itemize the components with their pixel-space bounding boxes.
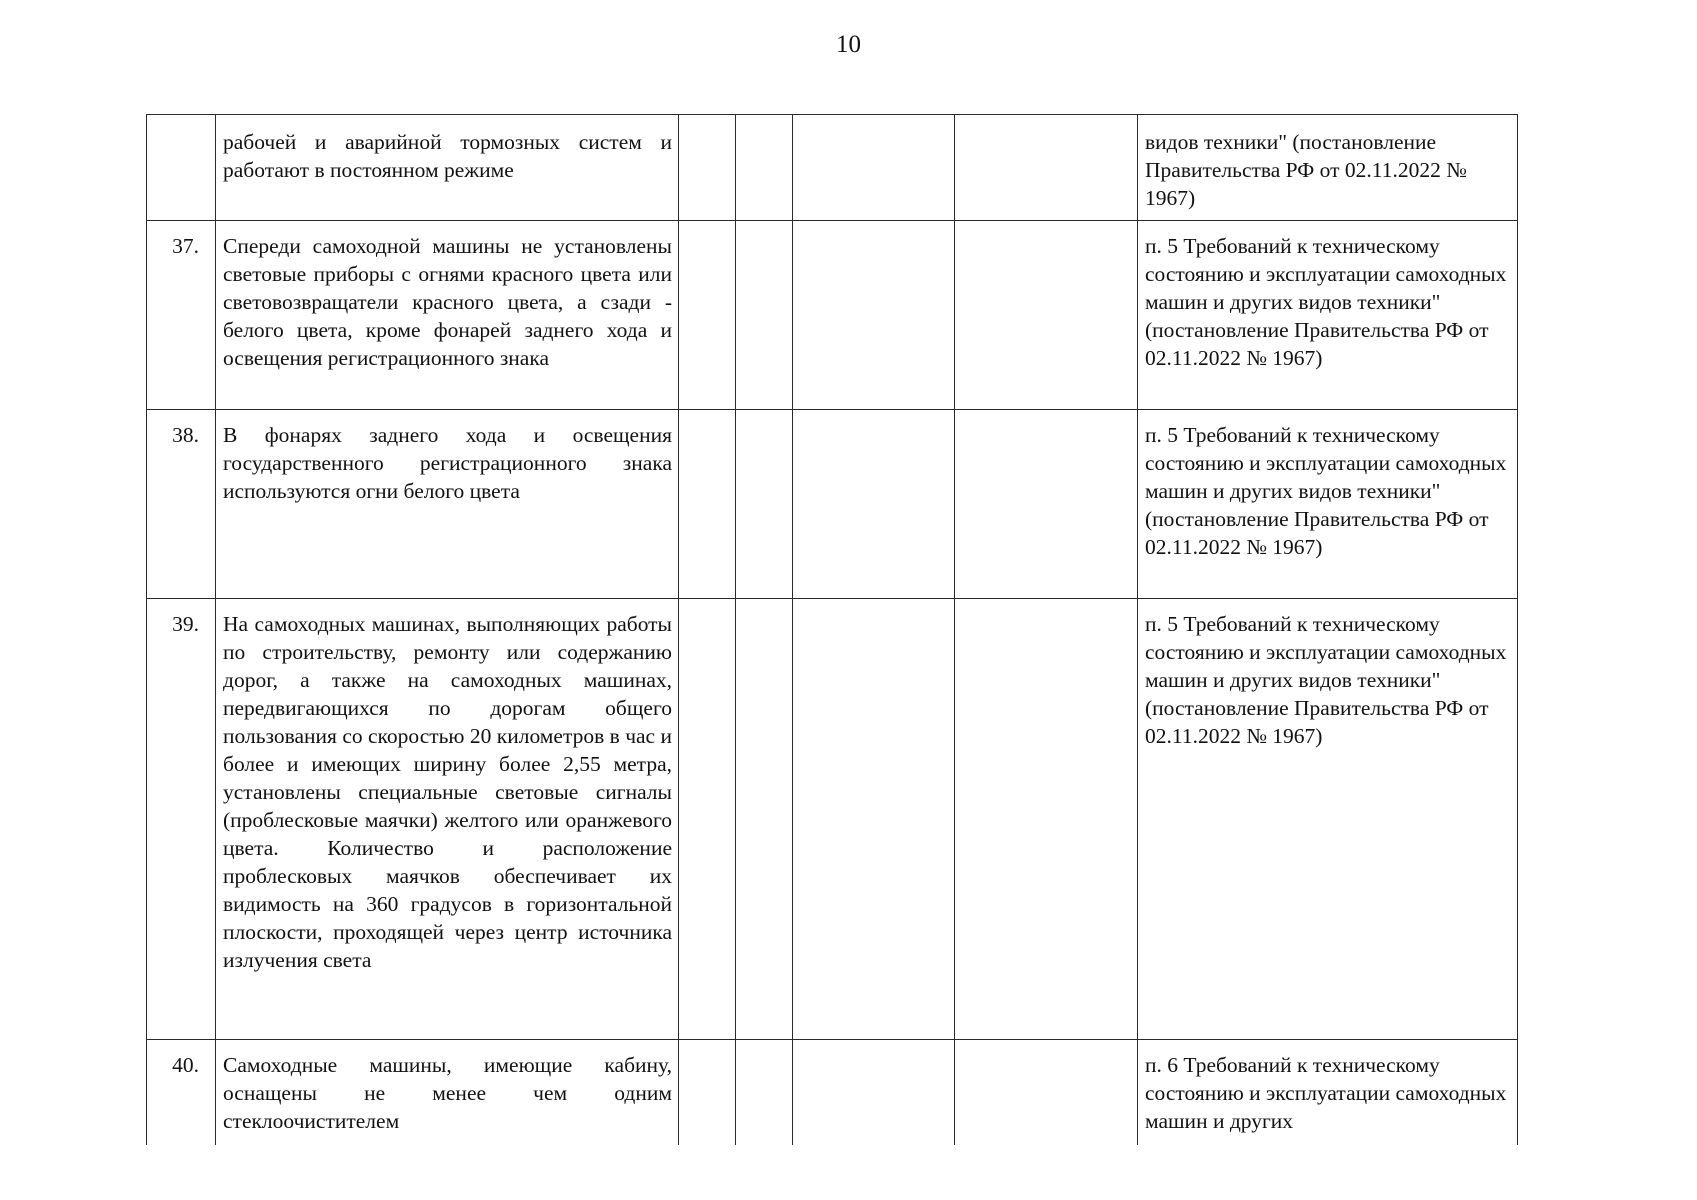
reference-cell: п. 5 Требований к техническому состоянию и эксплуатации самоходных машин и других видов техники" (постановление Правительства РФ от 02.11.2022 № 1967) (1138, 599, 1518, 1040)
requirement-cell: Спереди самоходной машины не установлены световые приборы с огнями красного цвета или световозвращатели красного цвета, а сзади - белого цвета, кроме фонарей заднего хода и освещения регистрационного знака (216, 221, 679, 410)
page-number: 10 (836, 31, 861, 58)
row-number: 37. (147, 221, 216, 410)
requirement-cell: Самоходные машины, имеющие кабину, оснащены не менее чем одним стеклоочистителем (216, 1040, 679, 1145)
reference-cell: п. 6 Требований к техническому состоянию и эксплуатации самоходных машин и других (1138, 1040, 1518, 1145)
table-row (147, 115, 1518, 221)
note-cell (955, 599, 1138, 1040)
row-number (147, 115, 216, 221)
answer-yes-cell (679, 410, 736, 599)
row-number: 39. (147, 599, 216, 1040)
not-applicable-cell (793, 1040, 955, 1145)
checklist-table (146, 114, 1518, 1145)
table-row (147, 599, 1518, 1040)
reference-cell: видов техники" (постановление Правительства РФ от 02.11.2022 № 1967) (1138, 115, 1518, 221)
answer-no-cell (736, 115, 793, 221)
answer-yes-cell (679, 221, 736, 410)
answer-yes-cell (679, 599, 736, 1040)
note-cell (955, 410, 1138, 599)
note-cell (955, 115, 1138, 221)
reference-cell: п. 5 Требований к техническому состоянию и эксплуатации самоходных машин и других видов техники" (постановление Правительства РФ от 02.11.2022 № 1967) (1138, 410, 1518, 599)
table-row (147, 221, 1518, 410)
requirement-cell: рабочей и аварийной тормозных систем и работают в постоянном режиме (216, 115, 679, 221)
requirement-cell: На самоходных машинах, выполняющих работы по строительству, ремонту или содержанию дорог, а также на самоходных машинах, передвигающихся по дорогам общего пользования со скоростью 20 километров в час и более и имеющих ширину более 2,55 метра, установлены специальные световые сигналы (проблесковые маячки) желтого или оранжевого цвета. Количество и расположение проблесковых маячков обеспечивает их видимость на 360 градусов в горизонтальной плоскости, проходящей через центр источника излучения света (216, 599, 679, 1040)
answer-no-cell (736, 1040, 793, 1145)
table-row (147, 1040, 1518, 1145)
row-number: 40. (147, 1040, 216, 1145)
not-applicable-cell (793, 115, 955, 221)
reference-cell: п. 5 Требований к техническому состоянию и эксплуатации самоходных машин и других видов техники" (постановление Правительства РФ от 02.11.2022 № 1967) (1138, 221, 1518, 410)
answer-yes-cell (679, 115, 736, 221)
answer-yes-cell (679, 1040, 736, 1145)
answer-no-cell (736, 599, 793, 1040)
not-applicable-cell (793, 599, 955, 1040)
row-number: 38. (147, 410, 216, 599)
table-row (147, 410, 1518, 599)
requirement-cell: В фонарях заднего хода и освещения государственного регистрационного знака используются огни белого цвета (216, 410, 679, 599)
note-cell (955, 1040, 1138, 1145)
answer-no-cell (736, 221, 793, 410)
note-cell (955, 221, 1138, 410)
not-applicable-cell (793, 410, 955, 599)
not-applicable-cell (793, 221, 955, 410)
answer-no-cell (736, 410, 793, 599)
